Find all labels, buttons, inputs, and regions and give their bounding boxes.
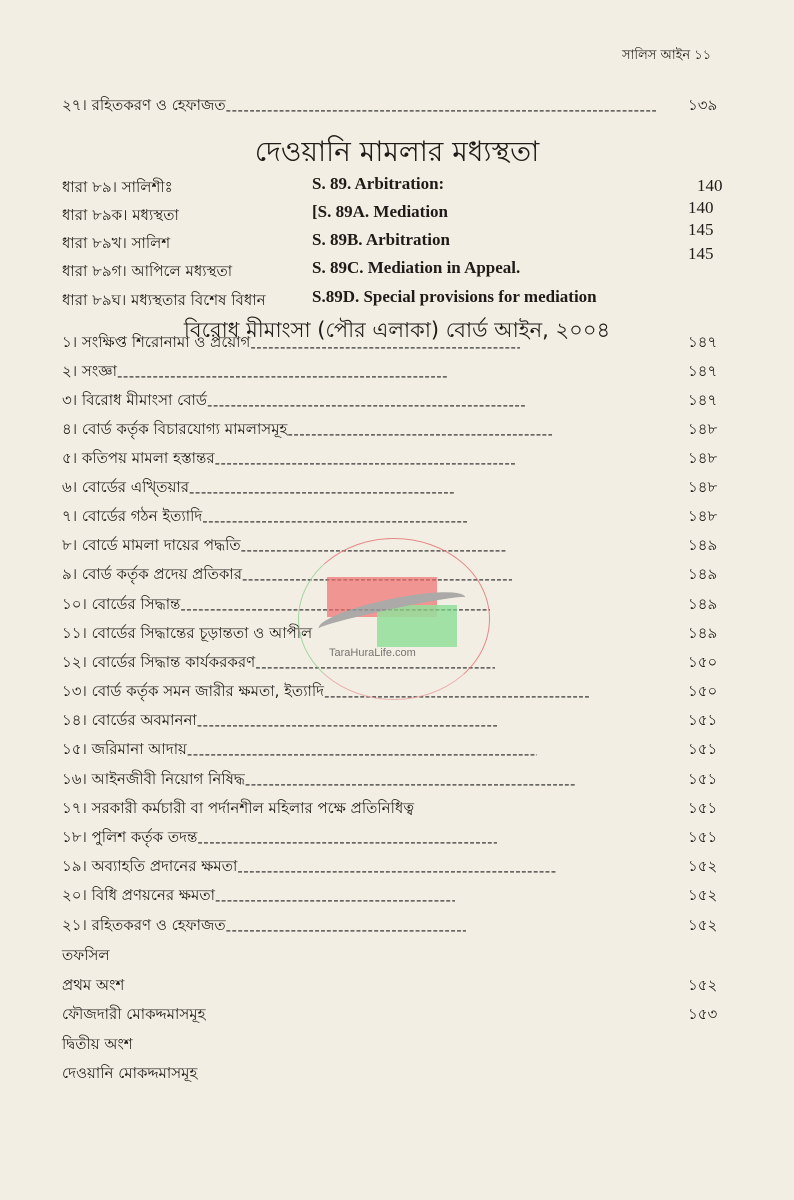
entry-label: ১৪। বোর্ডের অবমাননা xyxy=(62,711,197,729)
section-title-mediation: দেওয়ানি মামলার মধ্যস্থতা xyxy=(254,135,540,168)
entry-label: ১৫। জরিমানা আদায় xyxy=(62,740,187,758)
toc-entry xyxy=(62,476,454,501)
entry-page: ১৫১ xyxy=(688,711,718,729)
leader-dots xyxy=(207,396,527,414)
entry-label: ১৮। পুলিশ কর্তৃক তদন্ত xyxy=(62,828,198,846)
entry-page: ১৪৯ xyxy=(688,595,718,613)
entry-label: ১৭। সরকারী কর্মচারী বা পর্দানশীল মহিলার পক্ষে প্রতিনিধিত্ব xyxy=(62,799,414,817)
schedule-item: দেওয়ানি মোকদ্দমাসমূহ xyxy=(62,1064,198,1082)
leader-dots xyxy=(287,425,552,443)
entry-label: ২১। রহিতকরণ ও হেফাজত xyxy=(62,916,226,934)
leader-dots xyxy=(215,454,515,472)
entry-page: ১৪৮ xyxy=(688,449,718,467)
leader-dots xyxy=(245,775,575,793)
entry-page: ১৪৯ xyxy=(688,565,718,583)
section-row-bn: ধারা ৮৯গ। আপিলে মধ্যস্থতা xyxy=(62,262,233,280)
toc-entry xyxy=(62,768,575,793)
entry-label: ১০। বোর্ডের সিদ্ধান্ত xyxy=(62,595,181,613)
entry-page: ১৫০ xyxy=(688,653,718,671)
leader-dots xyxy=(237,862,557,880)
leader-dots xyxy=(189,483,454,501)
entry-page: ১৫০ xyxy=(688,682,718,700)
leader-dots xyxy=(226,101,656,119)
entry-page: ১৩৯ xyxy=(688,96,718,114)
entry-label: ২৭। রহিতকরণ ও হেফাজত xyxy=(62,96,226,114)
entry-page: ১৪৮ xyxy=(688,507,718,525)
entry-label: ১১। বোর্ডের সিদ্ধান্তের চূড়ান্ততা ও আপীল xyxy=(62,624,313,642)
entry-label: ৩। বিরোধ মীমাংসা বোর্ড xyxy=(62,391,207,409)
toc-entry xyxy=(62,622,312,647)
leader-dots xyxy=(117,367,447,385)
leader-dots xyxy=(202,512,467,530)
section-row-page: 145 xyxy=(688,244,714,263)
toc-entry xyxy=(62,855,557,880)
leader-dots xyxy=(215,891,455,909)
section-row-page: 140 xyxy=(688,198,714,217)
toc-entry xyxy=(62,680,589,705)
section-row-bn: ধারা ৮৯। সালিশীঃ xyxy=(62,178,173,196)
section-row-page: 145 xyxy=(688,220,714,239)
entry-label: ১৯। অব্যাহতি প্রদানের ক্ষমতা xyxy=(62,857,238,875)
toc-entry xyxy=(62,389,527,414)
leader-dots xyxy=(250,338,520,356)
entry-page: ১৫২ xyxy=(688,886,718,904)
toc-entry xyxy=(62,884,455,909)
entry-page: ১৪৯ xyxy=(688,624,718,642)
entry-page: ১৫১ xyxy=(688,740,718,758)
entry-label: ৭। বোর্ডের গঠন ইত্যাদি xyxy=(62,507,203,525)
schedule-item: প্রথম অংশ xyxy=(62,976,125,994)
entry-label: ৯। বোর্ড কর্তৃক প্রদেয় প্রতিকার xyxy=(62,565,243,583)
entry-page: ১৫২ xyxy=(688,976,718,994)
entry-page: ১৫১ xyxy=(688,828,718,846)
entry-page: ১৪৭ xyxy=(688,333,718,351)
section-row-en: S.89D. Special provisions for mediation xyxy=(312,287,597,306)
toc-entry xyxy=(62,709,497,734)
toc-entry xyxy=(62,360,447,385)
toc-entry xyxy=(62,418,552,443)
entry-page: ১৫২ xyxy=(688,857,718,875)
section-row-bn: ধারা ৮৯ক। মধ্যস্থতা xyxy=(62,206,179,224)
entry-label: ১। সংক্ষিপ্ত শিরোনামা ও প্রয়োগ xyxy=(62,333,251,351)
leader-dots xyxy=(197,833,497,851)
leader-dots xyxy=(226,921,466,939)
entry-page: ১৪৯ xyxy=(688,536,718,554)
toc-entry xyxy=(62,738,537,763)
entry-page: ১৪৮ xyxy=(688,478,718,496)
toc-entry xyxy=(62,505,467,530)
entry-page: ১৫১ xyxy=(688,770,718,788)
entry-label: ২। সংজ্ঞা xyxy=(62,362,117,380)
schedule-title: তফসিল xyxy=(62,946,110,964)
entry-label: ১৩। বোর্ড কর্তৃক সমন জারীর ক্ষমতা, ইত্যাদি xyxy=(62,682,325,700)
schedule-item: ফৌজদারী মোকদ্দমাসমূহ xyxy=(62,1005,206,1023)
toc-entry xyxy=(62,914,466,939)
toc-entry xyxy=(62,447,515,472)
entry-page: ১৫৩ xyxy=(688,1005,718,1023)
entry-label: ৪। বোর্ড কর্তৃক বিচারযোগ্য মামলাসমূহ xyxy=(62,420,288,438)
section-row-en: S. 89. Arbitration: xyxy=(312,174,445,193)
leader-dots xyxy=(187,745,537,763)
toc-entry xyxy=(62,826,497,851)
section-row-en: S. 89B. Arbitration xyxy=(312,230,450,249)
section-row-page: 140 xyxy=(697,176,723,195)
entry-label: ৮। বোর্ডে মামলা দায়ের পদ্ধতি xyxy=(62,536,241,554)
section-title-board-act: বিরোধ মীমাংসা (পৌর এলাকা) বোর্ড আইন, ২০০৪ xyxy=(183,318,611,342)
entry-label: ২০। বিধি প্রণয়নের ক্ষমতা xyxy=(62,886,215,904)
section-row-en: S. 89C. Mediation in Appeal. xyxy=(312,258,521,277)
leader-dots xyxy=(197,716,497,734)
section-row-en: [S. 89A. Mediation xyxy=(312,202,448,221)
entry-page: ১৫২ xyxy=(688,916,718,934)
entry-label: ১৬। আইনজীবী নিয়োগ নিষিদ্ধ xyxy=(62,770,245,788)
toc-entry-27 xyxy=(62,94,656,119)
entry-label: ১২। বোর্ডের সিদ্ধান্ত কার্যকরকরণ xyxy=(62,653,256,671)
entry-label: ৫। কতিপয় মামলা হস্তান্তর xyxy=(62,449,215,467)
entry-label: ৬। বোর্ডের এখ্তিয়ার xyxy=(62,478,189,496)
entry-page: ১৪৭ xyxy=(688,362,718,380)
entry-page: ১৪৭ xyxy=(688,391,718,409)
entry-page: ১৫১ xyxy=(688,799,718,817)
watermark-logo: TaraHuraLife.com xyxy=(298,538,490,700)
toc-entry xyxy=(62,331,520,356)
schedule-item: দ্বিতীয় অংশ xyxy=(62,1035,133,1053)
running-header: সালিস আইন ১১ xyxy=(622,48,712,63)
entry-page: ১৪৮ xyxy=(688,420,718,438)
section-row-bn: ধারা ৮৯খ। সালিশ xyxy=(62,234,171,252)
section-row-bn: ধারা ৮৯ঘ। মধ্যস্থতার বিশেষ বিধান xyxy=(62,291,266,309)
toc-entry xyxy=(62,797,414,822)
